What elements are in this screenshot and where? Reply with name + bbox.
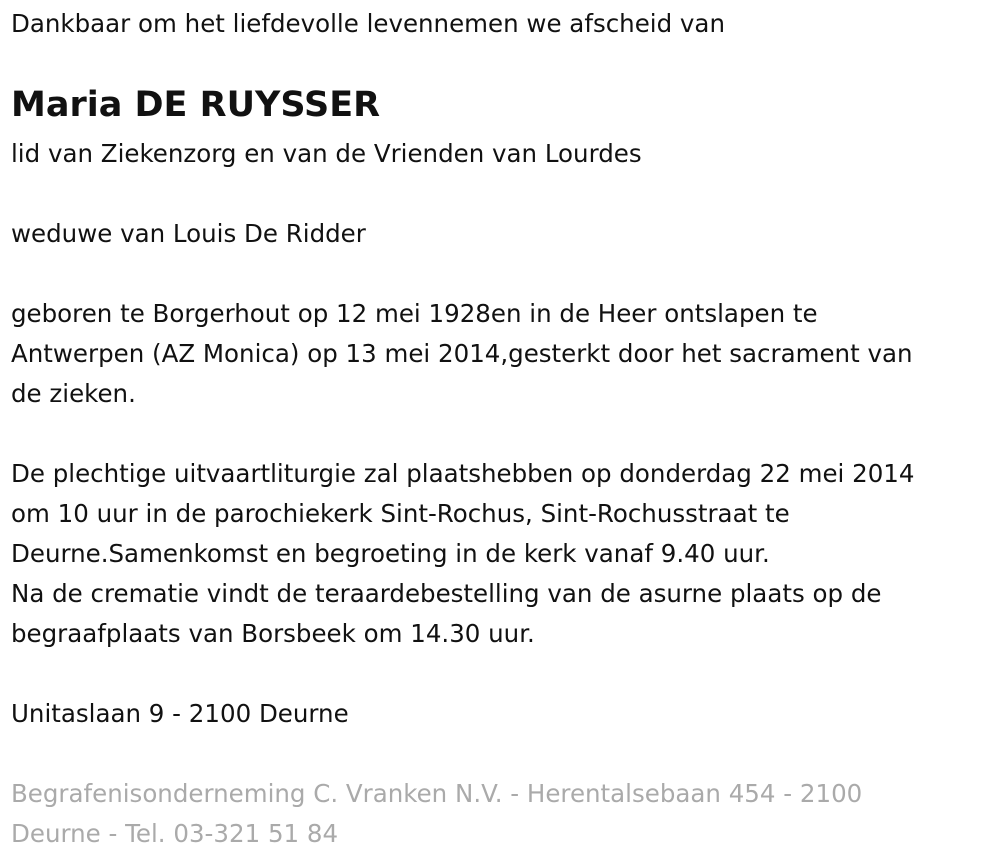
funeral-line-4: Na de crematie vindt de teraardebestelling van de asurne plaats op de — [11, 579, 882, 608]
widow-text: weduwe van Louis De Ridder — [11, 219, 366, 248]
funeral-line-2: om 10 uur in de parochiekerk Sint-Rochus, Sint-Rochusstraat te — [11, 499, 790, 528]
birth-death-line-3: de zieken. — [11, 379, 136, 408]
undertaker-line-2: Deurne - Tel. 03-321 51 84 — [11, 819, 339, 848]
intro-text: Dankbaar om het liefdevolle levennemen we afscheid van — [11, 9, 725, 38]
undertaker-line-1: Begrafenisonderneming C. Vranken N.V. - Herentalsebaan 454 - 2100 — [11, 779, 863, 808]
home-address: Unitaslaan 9 - 2100 Deurne — [11, 699, 349, 728]
funeral-line-3: Deurne.Samenkomst en begroeting in de kerk vanaf 9.40 uur. — [11, 539, 770, 568]
funeral-line-5: begraafplaats van Borsbeek om 14.30 uur. — [11, 619, 535, 648]
membership-text: lid van Ziekenzorg en van de Vrienden van Lourdes — [11, 139, 642, 168]
birth-death-line-1: geboren te Borgerhout op 12 mei 1928en in de Heer ontslapen te — [11, 299, 818, 328]
birth-death-line-2: Antwerpen (AZ Monica) op 13 mei 2014,gesterkt door het sacrament van — [11, 339, 913, 368]
deceased-name: Maria DE RUYSSER — [11, 85, 381, 125]
funeral-line-1: De plechtige uitvaartliturgie zal plaatshebben op donderdag 22 mei 2014 — [11, 459, 915, 488]
